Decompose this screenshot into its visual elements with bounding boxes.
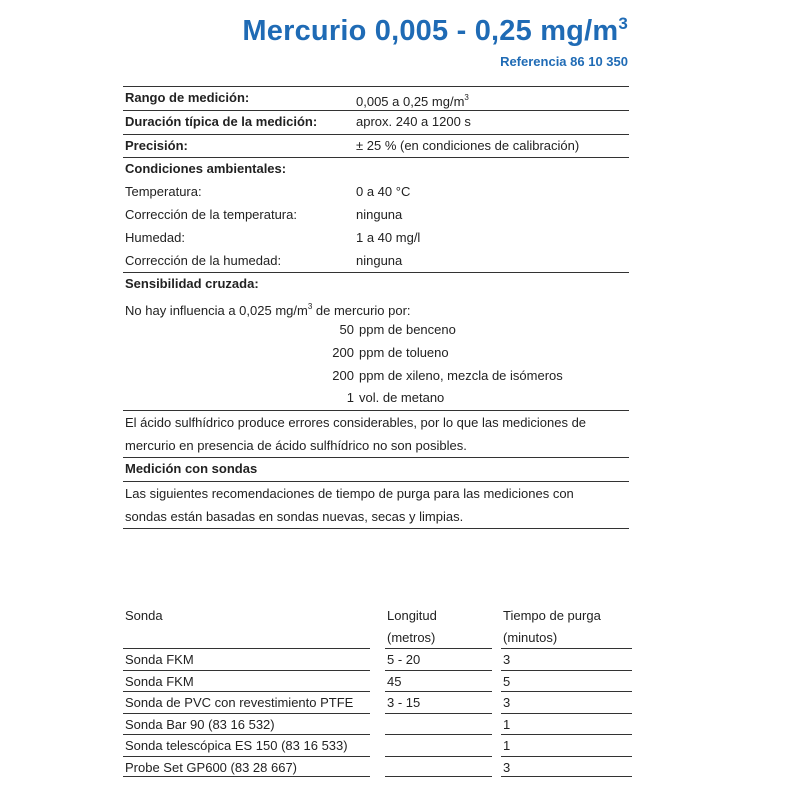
cross-item-row bbox=[123, 387, 629, 410]
cross-sensitivity-heading: Sensibilidad cruzada: bbox=[125, 276, 259, 292]
header-length: Longitud (metros) bbox=[387, 608, 437, 645]
spec-row-duration bbox=[123, 110, 629, 134]
spec-row-temp-correction bbox=[123, 204, 629, 227]
precision-label: Precisión: bbox=[125, 137, 188, 153]
cross-heading-row bbox=[123, 272, 629, 296]
cross-item-row bbox=[123, 365, 629, 388]
header-purge-time: Tiempo de purga (minutos) bbox=[503, 608, 601, 645]
cross-item-row bbox=[123, 342, 629, 365]
probe-note bbox=[123, 481, 629, 529]
spec-sheet bbox=[123, 86, 629, 529]
cell-length bbox=[385, 756, 492, 778]
env-heading: Condiciones ambientales: bbox=[125, 161, 287, 177]
cell-length: 5 - 20 bbox=[385, 648, 492, 670]
header-probe: Sonda bbox=[125, 608, 163, 623]
hum-correction-value: ninguna bbox=[356, 252, 403, 268]
duration-value: aprox. 240 a 1200 s bbox=[356, 113, 471, 129]
duration-label: Duración típica de la medición: bbox=[125, 113, 318, 129]
temperature-label: Temperatura: bbox=[125, 184, 202, 200]
h2s-note-line: mercurio en presencia de ácido sulfhídrico no son posibles. bbox=[125, 438, 467, 454]
cell-probe: Sonda de PVC con revestimiento PTFE bbox=[123, 691, 370, 713]
h2s-note bbox=[123, 410, 629, 457]
cell-probe: Sonda FKM bbox=[123, 670, 370, 692]
cell-length: 3 - 15 bbox=[385, 691, 492, 713]
env-heading-row bbox=[123, 157, 629, 181]
cross-item: 200 ppm de tolueno bbox=[332, 344, 449, 360]
cell-probe: Sonda telescópica ES 150 (83 16 533) bbox=[123, 734, 370, 756]
cross-intro-text: No hay influencia a 0,025 $mg/m^3$ de mercurio por: bbox=[125, 302, 411, 319]
cell-probe: Sonda FKM bbox=[123, 648, 370, 670]
temp-correction-value: ninguna bbox=[356, 206, 403, 222]
cross-item-row bbox=[123, 319, 629, 342]
hum-correction-label: Corrección de la humedad: bbox=[125, 252, 282, 268]
spec-row-range bbox=[123, 86, 629, 110]
probe-note-line: sondas están basadas en sondas nuevas, secas y limpias. bbox=[125, 508, 464, 524]
spec-row-hum-correction bbox=[123, 250, 629, 273]
cross-intro-row bbox=[123, 296, 629, 319]
spec-row-humidity bbox=[123, 227, 629, 250]
cross-item: 200 ppm de xileno, mezcla de isómeros bbox=[332, 367, 563, 383]
cell-purge: 3 bbox=[501, 756, 632, 778]
spec-row-temperature bbox=[123, 181, 629, 204]
humidity-value: 1 a 40 mg/l bbox=[356, 229, 421, 245]
page-title: Mercurio 0,005 - 0,25 $mg/m^3$ bbox=[242, 14, 628, 47]
temp-correction-label: Corrección de la temperatura: bbox=[125, 206, 297, 222]
probe-heading-row bbox=[123, 457, 629, 481]
cross-item: 1 vol. de metano bbox=[346, 390, 445, 406]
range-value: 0,005 a 0,25 $mg/m^3$ bbox=[356, 93, 469, 109]
cell-length bbox=[385, 713, 492, 735]
cell-purge: 3 bbox=[501, 691, 632, 713]
temperature-value: 0 a 40 °C bbox=[356, 184, 411, 200]
range-label: Rango de medición: bbox=[125, 90, 250, 105]
humidity-label: Humedad: bbox=[125, 229, 185, 245]
probe-note-line: Las siguientes recomendaciones de tiempo de purga para las mediciones con bbox=[125, 485, 574, 501]
cell-probe: Sonda Bar 90 (83 16 532) bbox=[123, 713, 370, 735]
cell-length bbox=[385, 734, 492, 756]
cell-probe: Probe Set GP600 (83 28 667) bbox=[123, 756, 370, 778]
precision-value: ± 25 % (en condiciones de calibración) bbox=[356, 137, 580, 153]
probe-measurement-heading: Medición con sondas bbox=[125, 461, 258, 477]
spec-row-precision bbox=[123, 134, 629, 158]
cell-purge: 5 bbox=[501, 670, 632, 692]
cell-purge: 1 bbox=[501, 713, 632, 735]
h2s-note-line: El ácido sulfhídrico produce errores considerables, por lo que las mediciones de bbox=[125, 415, 587, 431]
cell-length: 45 bbox=[385, 670, 492, 692]
cell-purge: 1 bbox=[501, 734, 632, 756]
cross-item: 50 ppm de benceno bbox=[339, 321, 456, 337]
reference-number: Referencia 86 10 350 bbox=[500, 54, 628, 69]
cell-purge: 3 bbox=[501, 648, 632, 670]
